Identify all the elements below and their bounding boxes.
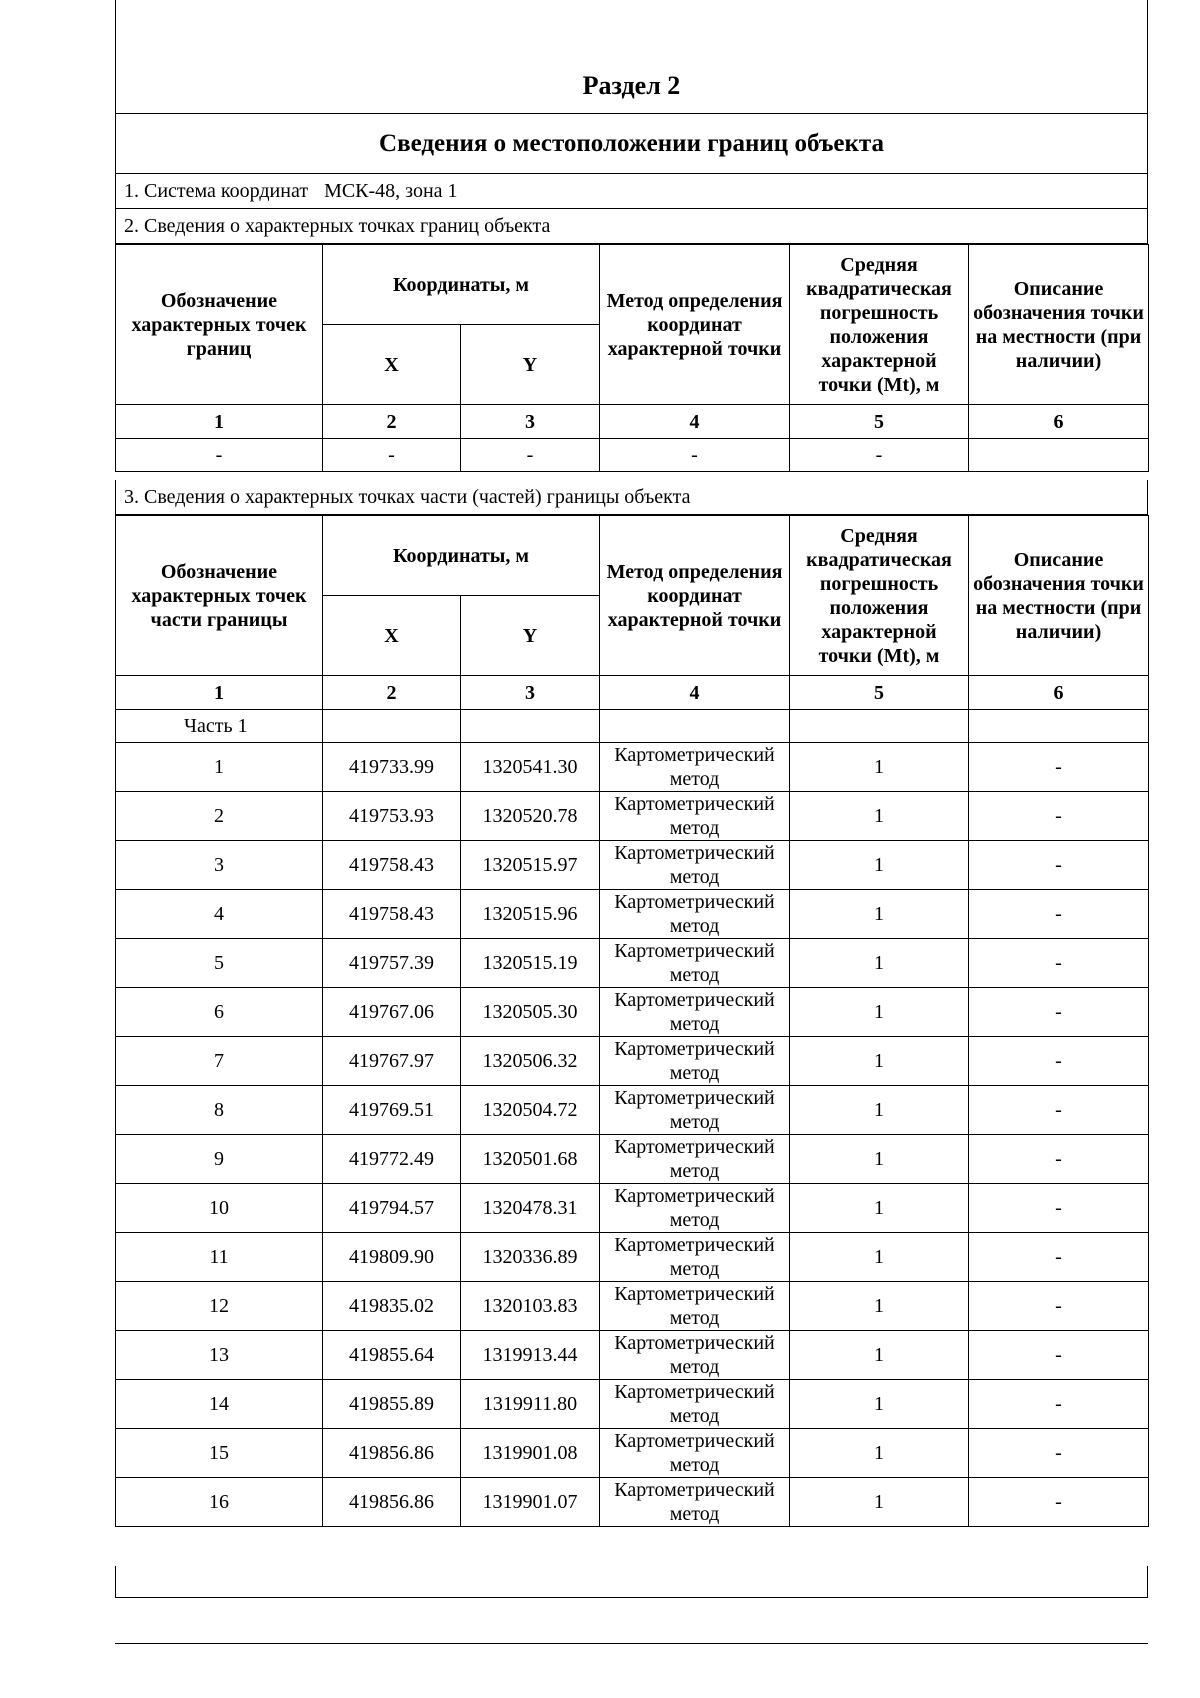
col-number: 1: [116, 405, 323, 439]
mt-value: 1: [790, 939, 969, 988]
method: Картометрический метод: [600, 743, 790, 792]
mt-value: 1: [790, 1282, 969, 1331]
method: Картометрический метод: [600, 988, 790, 1037]
part-boundary-points-table: [115, 515, 1149, 1527]
mt-value: 1: [790, 1086, 969, 1135]
coord-x: 419733.99: [323, 743, 461, 792]
document-page: [115, 0, 1148, 1598]
header-x: X: [323, 596, 461, 676]
mt-value: 1: [790, 890, 969, 939]
method: Картометрический метод: [600, 890, 790, 939]
point-description: -: [969, 1478, 1149, 1527]
coord-x: 419753.93: [323, 792, 461, 841]
mt-value: 1: [790, 1331, 969, 1380]
method: Картометрический метод: [600, 1086, 790, 1135]
coord-x: 419809.90: [323, 1233, 461, 1282]
section-title: Раздел 2: [115, 58, 1148, 114]
method: Картометрический метод: [600, 939, 790, 988]
header-coords: Координаты, м: [323, 245, 600, 325]
point-description: -: [969, 1135, 1149, 1184]
page-footer-line: [115, 1643, 1148, 1644]
coord-y: 1320501.68: [461, 1135, 600, 1184]
coord-system-row: [115, 174, 1148, 209]
table2-caption: 3. Сведения о характерных точках части (частей) границы объекта: [115, 480, 1148, 515]
coord-x: 419855.64: [323, 1331, 461, 1380]
cell: -: [600, 439, 790, 472]
col-number: 5: [790, 676, 969, 710]
coord-x: 419758.43: [323, 841, 461, 890]
col-number: 2: [323, 405, 461, 439]
point-number: 1: [116, 743, 323, 792]
table1-caption: 2. Сведения о характерных точках границ объекта: [115, 209, 1148, 244]
col-number: 3: [461, 405, 600, 439]
table-row: [116, 792, 1149, 841]
col-number: 4: [600, 405, 790, 439]
point-description: -: [969, 988, 1149, 1037]
point-description: -: [969, 939, 1149, 988]
point-number: 9: [116, 1135, 323, 1184]
coord-x: 419772.49: [323, 1135, 461, 1184]
coord-x: 419757.39: [323, 939, 461, 988]
cell: -: [461, 439, 600, 472]
mt-value: 1: [790, 743, 969, 792]
method: Картометрический метод: [600, 1380, 790, 1429]
cell: -: [790, 439, 969, 472]
col-number: 6: [969, 676, 1149, 710]
coord-system-label: 1. Система координат: [124, 179, 309, 202]
method: Картометрический метод: [600, 1184, 790, 1233]
point-description: -: [969, 1429, 1149, 1478]
coord-x: 419856.86: [323, 1478, 461, 1527]
coord-y: 1319911.80: [461, 1380, 600, 1429]
coord-y: 1319901.08: [461, 1429, 600, 1478]
coord-x: 419767.06: [323, 988, 461, 1037]
table-row: [116, 439, 1149, 472]
part-label: Часть 1: [116, 710, 323, 743]
point-number: 8: [116, 1086, 323, 1135]
point-number: 10: [116, 1184, 323, 1233]
table-row: [116, 988, 1149, 1037]
header-error: Средняя квадратическая погрешность положения характерной точки (Mt), м: [790, 516, 969, 676]
method: Картометрический метод: [600, 841, 790, 890]
point-description: -: [969, 890, 1149, 939]
table-row: [116, 1478, 1149, 1527]
mt-value: 1: [790, 792, 969, 841]
method: Картометрический метод: [600, 792, 790, 841]
coord-x: 419856.86: [323, 1429, 461, 1478]
header-description: Описание обозначения точки на местности (при наличии): [969, 245, 1149, 405]
point-description: -: [969, 1331, 1149, 1380]
table-row: [116, 743, 1149, 792]
coord-y: 1320336.89: [461, 1233, 600, 1282]
point-number: 15: [116, 1429, 323, 1478]
coord-y: 1320515.97: [461, 841, 600, 890]
method: Картометрический метод: [600, 1282, 790, 1331]
header-description: Описание обозначения точки на местности (при наличии): [969, 516, 1149, 676]
point-description: -: [969, 1086, 1149, 1135]
mt-value: 1: [790, 1135, 969, 1184]
mt-value: 1: [790, 1037, 969, 1086]
point-description: -: [969, 1380, 1149, 1429]
method: Картометрический метод: [600, 1135, 790, 1184]
cell: [969, 439, 1149, 472]
table-row: [116, 1380, 1149, 1429]
mt-value: 1: [790, 1478, 969, 1527]
coord-y: 1320515.19: [461, 939, 600, 988]
mt-value: 1: [790, 1380, 969, 1429]
part-row: [116, 710, 1149, 743]
point-number: 4: [116, 890, 323, 939]
table-row: [116, 1086, 1149, 1135]
header-designation: Обозначение характерных точек части границы: [116, 516, 323, 676]
point-number: 6: [116, 988, 323, 1037]
point-number: 11: [116, 1233, 323, 1282]
column-numbers-row: [116, 405, 1149, 439]
right-border-top: [1147, 0, 1148, 58]
boundary-points-table: [115, 244, 1149, 472]
column-numbers-row: [116, 676, 1149, 710]
mt-value: 1: [790, 1184, 969, 1233]
left-border-top: [115, 0, 116, 58]
header-method: Метод определения координат характерной точки: [600, 245, 790, 405]
header-y: Y: [461, 596, 600, 676]
coord-y: 1320541.30: [461, 743, 600, 792]
col-number: 2: [323, 676, 461, 710]
table-row: [116, 1037, 1149, 1086]
point-number: 3: [116, 841, 323, 890]
col-number: 3: [461, 676, 600, 710]
cell: -: [323, 439, 461, 472]
table-row: [116, 1282, 1149, 1331]
point-number: 2: [116, 792, 323, 841]
table-row: [116, 1429, 1149, 1478]
coord-x: 419835.02: [323, 1282, 461, 1331]
coord-y: 1320103.83: [461, 1282, 600, 1331]
point-description: -: [969, 1184, 1149, 1233]
table-row: [116, 1184, 1149, 1233]
point-number: 7: [116, 1037, 323, 1086]
point-description: -: [969, 743, 1149, 792]
coord-y: 1320504.72: [461, 1086, 600, 1135]
coord-x: 419758.43: [323, 890, 461, 939]
table-row: [116, 890, 1149, 939]
header-error: Средняя квадратическая погрешность положения характерной точки (Mt), м: [790, 245, 969, 405]
point-number: 16: [116, 1478, 323, 1527]
mt-value: 1: [790, 841, 969, 890]
header-coords: Координаты, м: [323, 516, 600, 596]
method: Картометрический метод: [600, 1331, 790, 1380]
col-number: 6: [969, 405, 1149, 439]
point-description: -: [969, 1233, 1149, 1282]
header-y: Y: [461, 325, 600, 405]
point-number: 13: [116, 1331, 323, 1380]
point-description: -: [969, 792, 1149, 841]
point-description: -: [969, 841, 1149, 890]
table-row: [116, 939, 1149, 988]
mt-value: 1: [790, 1233, 969, 1282]
point-description: -: [969, 1037, 1149, 1086]
col-number: 5: [790, 405, 969, 439]
method: Картометрический метод: [600, 1429, 790, 1478]
coord-x: 419855.89: [323, 1380, 461, 1429]
coord-y: 1320520.78: [461, 792, 600, 841]
coord-x: 419767.97: [323, 1037, 461, 1086]
coord-x: 419769.51: [323, 1086, 461, 1135]
method: Картометрический метод: [600, 1478, 790, 1527]
coord-y: 1319913.44: [461, 1331, 600, 1380]
coord-system-value: МСК-48, зона 1: [324, 179, 458, 202]
table-row: [116, 841, 1149, 890]
col-number: 4: [600, 676, 790, 710]
table-row: [116, 1233, 1149, 1282]
coord-y: 1320506.32: [461, 1037, 600, 1086]
table-row: [116, 1331, 1149, 1380]
mt-value: 1: [790, 988, 969, 1037]
cell: -: [116, 439, 323, 472]
point-description: -: [969, 1282, 1149, 1331]
point-number: 5: [116, 939, 323, 988]
method: Картометрический метод: [600, 1037, 790, 1086]
col-number: 1: [116, 676, 323, 710]
header-x: X: [323, 325, 461, 405]
coord-y: 1320478.31: [461, 1184, 600, 1233]
table-row: [116, 1135, 1149, 1184]
method: Картометрический метод: [600, 1233, 790, 1282]
section-subtitle: Сведения о местоположении границ объекта: [115, 114, 1148, 174]
point-number: 12: [116, 1282, 323, 1331]
point-number: 14: [116, 1380, 323, 1429]
mt-value: 1: [790, 1429, 969, 1478]
coord-y: 1320505.30: [461, 988, 600, 1037]
header-method: Метод определения координат характерной точки: [600, 516, 790, 676]
coord-y: 1319901.07: [461, 1478, 600, 1527]
header-designation: Обозначение характерных точек границ: [116, 245, 323, 405]
coord-x: 419794.57: [323, 1184, 461, 1233]
coord-y: 1320515.96: [461, 890, 600, 939]
table-footer-row: [115, 1566, 1148, 1598]
